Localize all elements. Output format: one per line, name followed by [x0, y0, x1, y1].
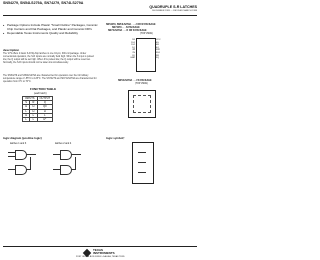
- feature-item: ● Dependable Texas Instruments Quality and Reliability: [3, 32, 98, 36]
- function-table-title: FUNCTION TABLE: [30, 87, 57, 91]
- package-title: SN74279 . . . N PACKAGE: [112, 27, 140, 29]
- footer-rule: [3, 246, 197, 247]
- pin-label: 1S2: [131, 44, 135, 47]
- left-pin-labels: [124, 39, 135, 60]
- wire: [71, 154, 81, 155]
- part-numbers: SN54279, SN54LS279A, SN74279, SN74LS279A: [3, 1, 84, 5]
- wire: [138, 172, 146, 173]
- wire: [26, 169, 31, 170]
- wire: [138, 162, 146, 163]
- features-list: [3, 24, 98, 37]
- nand-gate: [60, 165, 72, 175]
- description-paragraph: The '279 offers 4 basic S-R flip-flop latches in one 16-pin, 300-mil package. Under conventional operation, the S-R inputs are normally held high. When the S input is pulsed low, the Q output will be set high. When R is pulsed low, the Q output will be reset low. Normally, the S-R inputs should not be taken low simultaneously.: [3, 53, 94, 64]
- description-heading: description: [3, 48, 20, 52]
- fk-package-title: SN54LS279A . . . FK PACKAGE: [118, 80, 152, 82]
- logic-diagram-title: logic diagram (positive logic): [3, 136, 42, 140]
- table-row: [23, 117, 53, 121]
- wire: [53, 169, 60, 170]
- latch-group-label: latches 2 and 4: [55, 142, 72, 145]
- table-cell: H: [30, 109, 37, 113]
- table-cell: H: [37, 109, 53, 113]
- logic-symbol-box: [132, 142, 154, 184]
- fk-package-view: (TOP VIEW): [135, 83, 148, 85]
- page-footer: [0, 246, 200, 260]
- pin-label: 3S2: [156, 49, 160, 52]
- table-cell: L: [37, 113, 53, 117]
- wire: [53, 154, 60, 155]
- pin-label: 3R: [156, 54, 159, 57]
- package-view: (TOP VIEW): [140, 33, 153, 35]
- inputs-header: INPUTS: [23, 97, 38, 101]
- nand-gate: [15, 165, 27, 175]
- wire: [8, 152, 15, 153]
- table-cell: H: [23, 113, 30, 117]
- latch-group-label: latches 1 and 3: [10, 142, 27, 145]
- pin-label: 4S: [156, 41, 159, 44]
- col-header: S̄: [23, 101, 30, 105]
- pin-label: GND: [130, 57, 135, 60]
- table-cell: L: [23, 117, 30, 121]
- package-title: SN74LS279A . . . D OR N PACKAGE: [108, 30, 147, 32]
- pin-label: 1R: [132, 39, 135, 41]
- dip-package: [136, 38, 156, 72]
- table-cell: H: [23, 105, 30, 109]
- wire: [30, 157, 31, 169]
- pin-label: 1Q: [132, 46, 135, 49]
- table-cell: L: [23, 109, 30, 113]
- table-cell: H*: [37, 117, 53, 121]
- pin-label: 2R: [132, 49, 135, 52]
- wire: [75, 157, 76, 169]
- header-rule: [3, 15, 197, 16]
- table-cell: L: [30, 113, 37, 117]
- wire: [138, 152, 146, 153]
- doc-title: QUADRUPLE S-R LATCHES: [149, 5, 197, 9]
- company-name: INSTRUMENTS: [93, 251, 115, 255]
- pin-label: 4R: [156, 44, 159, 47]
- nand-gate: [60, 150, 72, 160]
- col-header: R̄: [30, 101, 37, 105]
- pin-label: 3S1: [156, 51, 160, 54]
- pin-label: 3Q: [156, 57, 159, 60]
- logic-symbol-title: logic symbol†: [106, 136, 125, 140]
- output-header: OUTPUT: [37, 97, 53, 101]
- wire: [8, 156, 15, 157]
- right-pin-labels: [156, 39, 161, 60]
- company-address: POST OFFICE BOX 655303 • DALLAS, TEXAS 75265: [76, 256, 125, 258]
- feature-item: ● Package Options Include Plastic "Small Outline" Packages, Ceramic Chip Carriers and Flat Packages, and Plastic and Ceramic DIPs: [3, 24, 98, 31]
- col-header: Q: [37, 101, 53, 105]
- table-cell: Q0: [37, 105, 53, 109]
- description-paragraph: The SN54279 and SN54LS279A are characterized for operation over the full military temperature range of -55°C to 125°C. The SN74279 and SN74LS279A are characterized for operation from 0°C to 70°C.: [3, 75, 97, 83]
- table-cell: L: [30, 117, 37, 121]
- wire: [26, 154, 36, 155]
- pin-label: 2S: [132, 51, 135, 54]
- pin-label: VCC: [156, 39, 161, 41]
- function-table-subtitle: (each latch): [34, 92, 47, 95]
- pin-label: 2Q: [132, 54, 135, 57]
- function-table: [22, 96, 53, 122]
- revision-date: DECEMBER 1983 — REVISED MARCH 1988: [152, 10, 197, 12]
- wire: [71, 169, 76, 170]
- pin-label: 1S1: [131, 41, 135, 44]
- table-cell: H: [30, 105, 37, 109]
- pin-label: 4Q: [156, 46, 159, 49]
- package-title: SN54279, SN54LS279A . . . J OR W PACKAGE: [106, 24, 156, 26]
- page-header: [0, 0, 200, 23]
- wire: [8, 169, 15, 170]
- company-name: TEXAS: [93, 248, 104, 252]
- nand-gate: [15, 150, 27, 160]
- fk-package-inner: [133, 95, 151, 113]
